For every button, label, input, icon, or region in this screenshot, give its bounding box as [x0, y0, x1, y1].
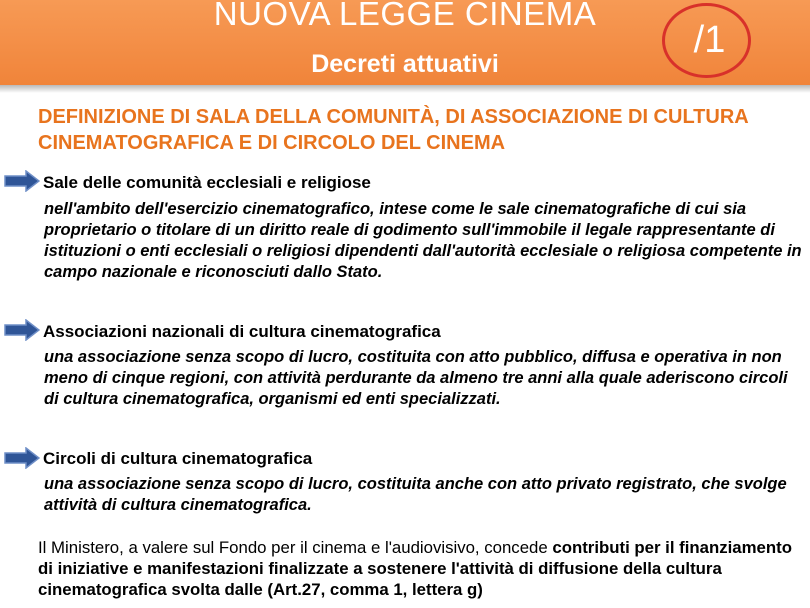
header-banner — [0, 0, 810, 85]
footer-text-regular: Il Ministero, a valere sul Fondo per il cinema e l'audiovisivo, concede — [38, 538, 553, 557]
arrow-right-icon — [4, 319, 40, 341]
item-title-associazioni: Associazioni nazionali di cultura cinematografica — [43, 322, 441, 341]
footer-paragraph — [38, 537, 804, 600]
item-description-sale-comunita: nell'ambito dell'esercizio cinematografico, intese come le sale cinematografiche di cui sia proprietario o titolare di un diritto reale di godimento sull'immobile il legale rappresentante di istituzioni o enti ecclesiali o religiosi dipendenti dall'autorità ecclesiale o religiosa competente in campo nazionale e riconosciuti dallo Stato. — [44, 200, 802, 281]
item-description-associazioni: una associazione senza scopo di lucro, costituita con atto pubblico, diffusa e operativa in non meno di cinque regioni, con attività perdurante da almeno tre anni alla quale aderiscono circoli di cultura cinematografica, organismi ed enti specializzati. — [44, 348, 788, 408]
item-description-circoli: una associazione senza scopo di lucro, costituita anche con atto privato registrato, che svolge attività di cultura cinematografica. — [44, 475, 787, 514]
section-heading: DEFINIZIONE DI SALA DELLA COMUNITÀ, DI ASSOCIAZIONE DI CULTURA CINEMATOGRAFICA E DI CIRCOLO DEL CINEMA — [38, 106, 748, 154]
arrow-right-icon — [4, 447, 40, 469]
item-title-circoli: Circoli di cultura cinematografica — [43, 449, 313, 468]
page-number-badge: /1 — [662, 3, 751, 78]
page-subtitle: Decreti attuativi — [311, 50, 499, 78]
page-title: NUOVA LEGGE CINEMA — [213, 0, 597, 32]
item-title-sale-comunita: Sale delle comunità ecclesiali e religiose — [43, 173, 371, 192]
header-shadow — [0, 85, 810, 93]
footer-text-bold: contributi per il finanziamento di iniziative e manifestazioni finalizzate a sostenere l'attività di diffusione della cultura cinematografica svolta dalle (Art.27, comma 1, lettera g) — [38, 538, 792, 599]
arrow-right-icon — [4, 170, 40, 192]
